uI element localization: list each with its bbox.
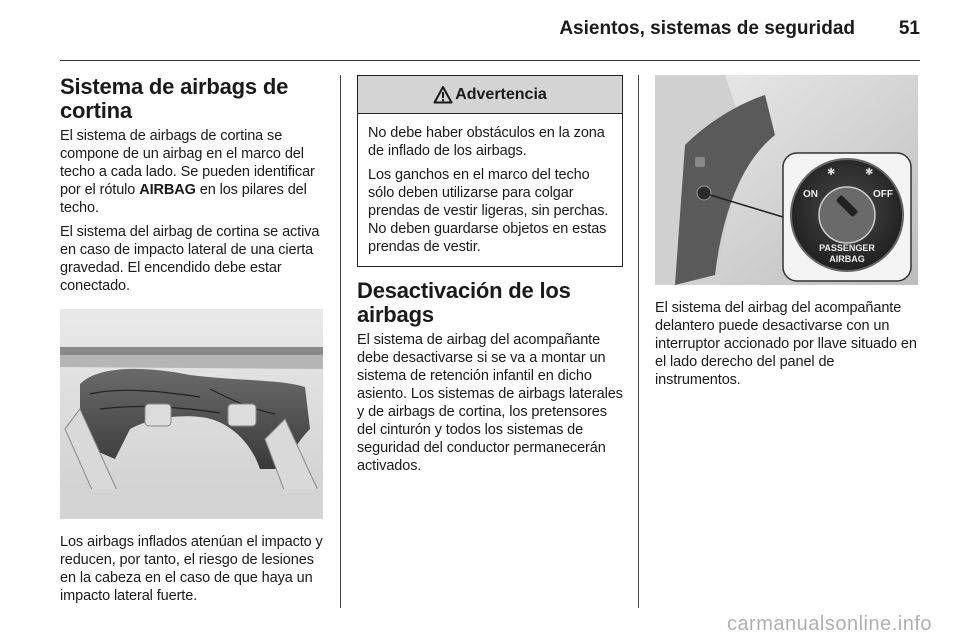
curtain-airbag-caption: Los airbags inflados atenúan el impacto y reducen, por tanto, el riesgo de lesiones en la cabeza en el caso de que haya un impacto lateral fuerte. xyxy=(60,534,323,604)
warning-paragraph-2: Los ganchos en el marco del techo sólo deben utilizarse para colgar prendas de vestir ligeras, sin perchas. No deben guardarse objetos en estas prendas de vestir. xyxy=(368,167,609,255)
switch-airbag-label: AIRBAG xyxy=(829,254,865,264)
column-warning-deactivation xyxy=(357,75,623,481)
switch-passenger-label: PASSENGER xyxy=(819,243,875,253)
watermark-text: carmanualsonline.info xyxy=(726,613,932,635)
running-header-title: Asientos, sistemas de seguridad xyxy=(559,18,855,39)
deactivation-heading: Desactivación de los airbags xyxy=(357,278,571,327)
paragraph-1-text-b: en los pilares del techo. xyxy=(60,182,307,216)
switch-off-label: OFF xyxy=(873,189,893,200)
paragraph-1-text-a: El sistema de airbags de cortina se compone de un airbag en el marco del techo a cada lado. Se pueden identificar por el rótulo xyxy=(60,128,315,198)
curtain-airbag-paragraph-2: El sistema del airbag de cortina se activa en caso de impacto lateral de una cierta gravedad. El encendido debe estar conectado. xyxy=(60,224,320,294)
column-divider-left xyxy=(340,75,341,608)
curtain-airbag-paragraph-1 xyxy=(60,127,326,217)
column-curtain-airbags xyxy=(60,75,326,611)
switch-on-label: ON xyxy=(803,189,818,200)
svg-text:✱: ✱ xyxy=(827,167,836,178)
svg-text:✱: ✱ xyxy=(865,167,874,178)
airbag-label-text: AIRBAG xyxy=(139,182,196,198)
warning-box xyxy=(357,75,623,267)
header-rule xyxy=(60,60,920,61)
curtain-airbag-illustration xyxy=(60,309,323,519)
warning-paragraph-1: No debe haber obstáculos en la zona de inflado de los airbags. xyxy=(368,125,605,159)
warning-header xyxy=(358,76,622,114)
column-divider-right xyxy=(638,75,639,608)
switch-caption: El sistema del airbag del acompañante delantero puede desactivarse con un interruptor accionado por llave situado en el lado derecho del panel de instrumentos. xyxy=(655,300,917,388)
column-switch-figure xyxy=(655,75,923,395)
warning-title: Advertencia xyxy=(455,85,547,103)
passenger-airbag-switch-illustration xyxy=(655,75,918,285)
deactivation-paragraph: El sistema de airbag del acompañante debe desactivarse si se va a montar un sistema de retención infantil en dicho asiento. Los sistemas de airbags laterales y de airbags de cortina, los pretensores del cinturón y todos los sistemas de seguridad del conductor permanecerán activados. xyxy=(357,332,623,474)
warning-triangle-icon xyxy=(433,85,453,105)
warning-body xyxy=(358,114,622,266)
curtain-airbag-heading: Sistema de airbags de cortina xyxy=(60,74,289,123)
page-number: 51 xyxy=(898,18,920,39)
